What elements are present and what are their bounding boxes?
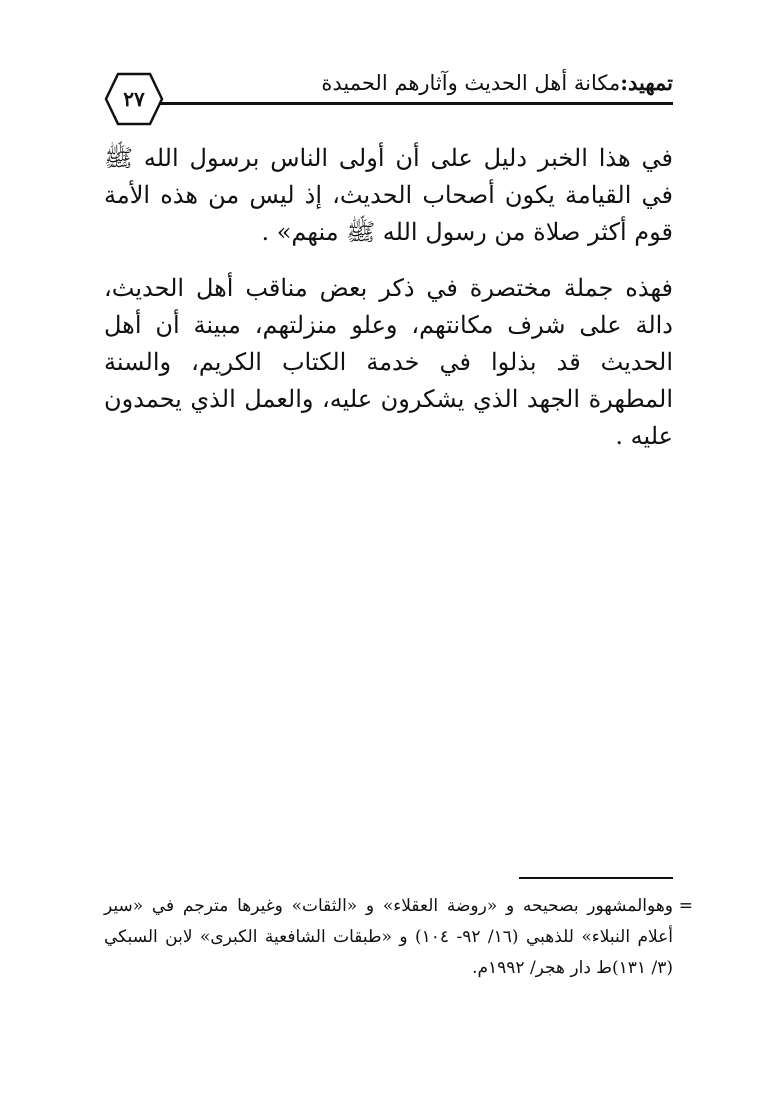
body-paragraph: في هذا الخبر دليل على أن أولى الناس برسول الله ﷺ في القيامة يكون أصحاب الحديث، إذ ليس من هذه الأمة قوم أكثر صلاة من رسول الله ﷺ منهم» . [104, 144, 673, 246]
chapter-label: تمهيد: [620, 70, 673, 95]
page-number-badge [104, 72, 164, 126]
page-number: ٢٧ [123, 87, 145, 111]
header-rule [160, 102, 673, 105]
footnote [104, 891, 693, 984]
body-paragraph: فهذه جملة مختصرة في ذكر بعض مناقب أهل الحديث، دالة على شرف مكانتهم، وعلو منزلتهم، مبينة أن أهل الحديث قد بذلوا في خدمة الكتاب الكريم، والسنة المطهرة الجهد الذي يشكرون عليه، والعمل الذي يحمدون عليه . [104, 274, 673, 450]
footnote-continuation-marker: = [678, 896, 693, 916]
running-header [321, 70, 673, 96]
footnote-separator [519, 877, 673, 879]
chapter-title: مكانة أهل الحديث وآثارهم الحميدة [321, 71, 621, 95]
footnote-text: وهوالمشهور بصحيحه و «روضة العقلاء» و «الثقات» وغيرها مترجم في «سير أعلام النبلاء» للذهبي (١٦/ ٩٢- ١٠٤) و «طبقات الشافعية الكبرى» لابن السبكي (٣/ ١٣١)ط دار هجر/ ١٩٩٢م. [104, 896, 674, 978]
